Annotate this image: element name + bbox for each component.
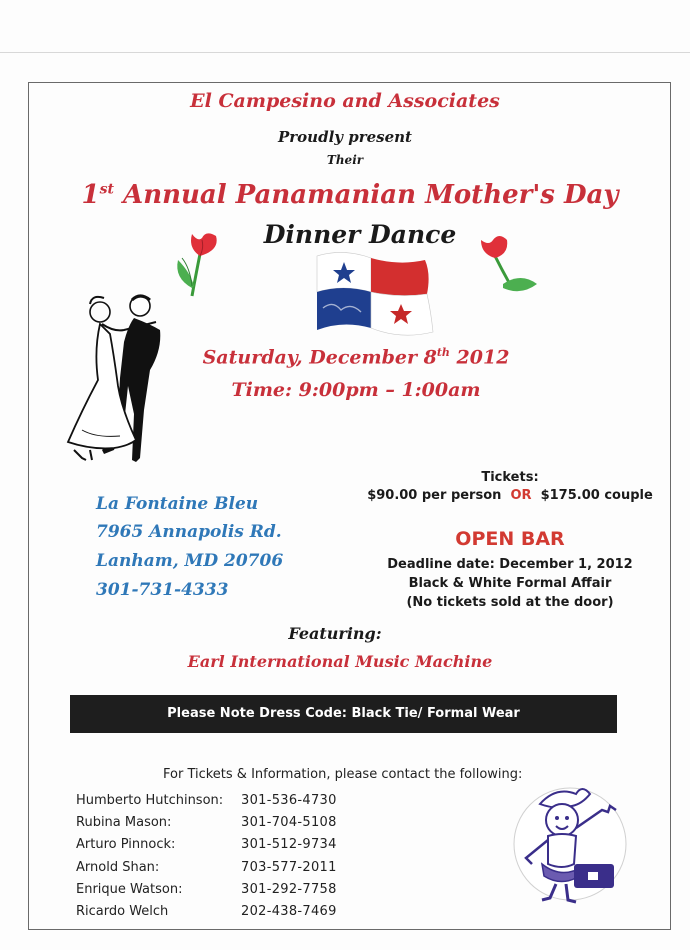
dress-code-banner: Please Note Dress Code: Black Tie/ Formal Wear	[70, 695, 617, 733]
contact-row	[76, 834, 396, 856]
contact-name: Humberto Hutchinson:	[76, 792, 224, 808]
contact-row	[76, 900, 396, 922]
open-bar-heading: OPEN BAR	[455, 528, 565, 550]
contact-row	[76, 789, 396, 811]
contact-phone: 202-438-7469	[241, 904, 337, 920]
event-time: Time: 9:00pm – 1:00am	[231, 379, 481, 401]
organizer-name: El Campesino and Associates	[190, 90, 500, 112]
contact-row	[76, 878, 396, 900]
price-or: OR	[510, 488, 532, 503]
contact-phone: 301-512-9734	[241, 837, 337, 853]
tulip-icon	[477, 232, 541, 298]
contact-phone: 703-577-2011	[241, 859, 337, 875]
contact-row	[76, 856, 396, 878]
contact-name: Arturo Pinnock:	[76, 837, 176, 853]
title-text: Annual Panamanian Mother's Day	[123, 180, 619, 210]
contact-list	[76, 789, 396, 923]
formal-affair-text: Black & White Formal Affair	[408, 576, 612, 591]
scan-edge	[0, 52, 690, 53]
price-couple: $175.00 couple	[540, 488, 653, 503]
deadline-text: Deadline date: December 1, 2012	[387, 557, 633, 572]
ticket-prices	[340, 488, 680, 503]
tickets-label: Tickets:	[481, 470, 539, 485]
venue-city: Lanham, MD 20706	[96, 551, 284, 571]
date-ordinal-suffix: th	[436, 346, 450, 359]
contact-intro: For Tickets & Information, please contact the following:	[163, 767, 523, 782]
contact-name: Enrique Watson:	[76, 881, 183, 897]
event-subtitle: Dinner Dance	[263, 220, 457, 249]
venue-phone: 301-731-4333	[96, 580, 229, 600]
no-door-sales-text: (No tickets sold at the door)	[406, 595, 614, 610]
contact-name: Rubina Mason:	[76, 814, 172, 830]
contact-phone: 301-536-4730	[241, 792, 337, 808]
event-title	[0, 180, 690, 210]
title-ordinal: 1	[81, 180, 100, 210]
panama-flag-icon	[313, 248, 437, 340]
contact-phone: 301-704-5108	[241, 814, 337, 830]
contact-row	[76, 811, 396, 833]
date-text: Saturday, December 8	[202, 346, 437, 369]
venue-name: La Fontaine Bleu	[96, 494, 259, 514]
event-date	[0, 346, 690, 368]
title-ordinal-suffix: st	[99, 181, 114, 198]
featuring-label: Featuring:	[288, 624, 382, 643]
contact-name: Arnold Shan:	[76, 859, 160, 875]
contact-phone: 301-292-7758	[241, 881, 337, 897]
band-name: Earl International Music Machine	[187, 652, 493, 671]
proudly-present-text: Proudly present	[278, 128, 412, 146]
venue-street: 7965 Annapolis Rd.	[96, 522, 282, 542]
mascot-icon	[512, 780, 628, 910]
tulip-icon	[170, 228, 234, 300]
price-per-person: $90.00 per person	[367, 488, 502, 503]
their-text: Their	[326, 153, 364, 167]
contact-name: Ricardo Welch	[76, 904, 169, 920]
date-year: 2012	[456, 346, 510, 369]
